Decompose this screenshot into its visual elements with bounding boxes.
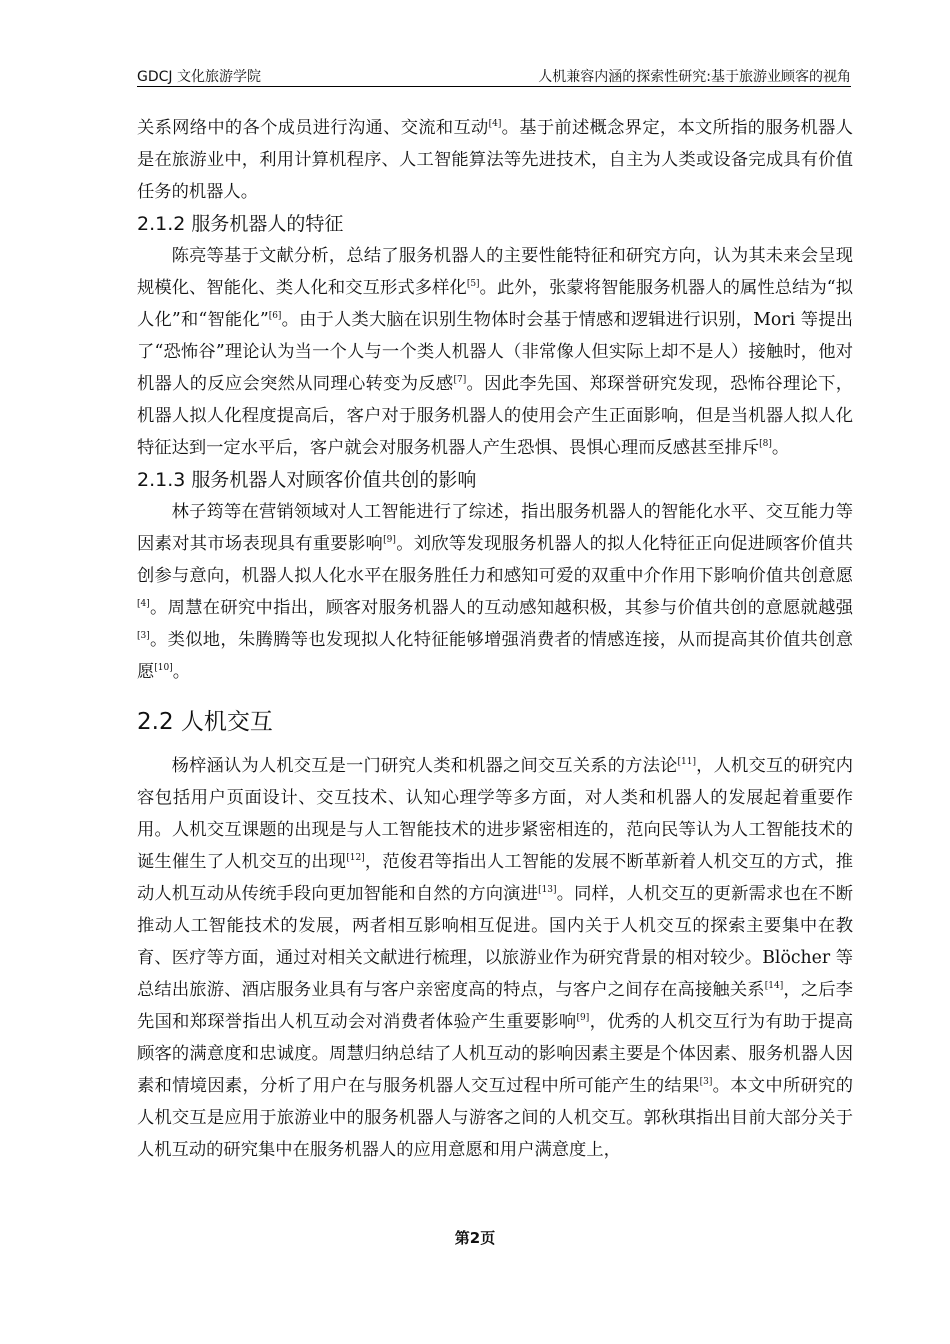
text-run: 关系网络中的各个成员进行沟通、交流和互动 — [137, 118, 489, 138]
heading-2-2: 2.2 人机交互 — [137, 709, 273, 735]
text-run: 。此外，张蒙将智能服务机器人的属性总结为“拟人化”和“智能化” — [137, 278, 853, 330]
text-run: 。本文中所研究的人机交互是应用于旅游业中的服务机器人与游客之间的人机交互。郭秋琪指出目前大部分关于人机互动的研究集中在服务机器人的应用意愿和用户满意度上， — [137, 1076, 853, 1160]
citation: [11] — [677, 757, 696, 768]
heading-2-1-2: 2.1.2 服务机器人的特征 — [137, 213, 344, 235]
text-run: 。类似地，朱腾腾等也发现拟人化特征能够增强消费者的情感连接，从而提高其价值共创意愿 — [137, 630, 853, 682]
text-run: 。 — [172, 662, 191, 682]
text-run: 。基于前述概念界定，本文所指的服务机器人是在旅游业中，利用计算机程序、人工智能算法等先进技术，自主为人类或设备完成具有价值任务的机器人。 — [137, 118, 853, 202]
page-content — [137, 112, 853, 1166]
header-rule — [137, 86, 851, 87]
text-run: 。同样，人机交互的更新需求也在不断推动人工智能技术的发展，两者相互影响相互促进。国内关于人机交互的探索主要集中在教育、医疗等方面，通过对相关文献进行梳理，以旅游业作为研究背景的相对较少。Blöcher 等总结出旅游、酒店服务业具有与客户亲密度高的特点，与客户之间存在高接触关系 — [137, 884, 853, 1000]
citation: [9] — [383, 535, 396, 546]
page-header — [137, 66, 851, 86]
paragraph-value-cocreation — [137, 496, 853, 688]
citation: [4] — [137, 599, 150, 610]
heading-2-1-3: 2.1.3 服务机器人对顾客价值共创的影响 — [137, 469, 477, 491]
citation: [13] — [538, 885, 557, 896]
citation: [7] — [453, 375, 467, 386]
citation: [12] — [346, 853, 365, 864]
citation: [3] — [137, 631, 150, 642]
paragraph-hci — [137, 750, 853, 1166]
paragraph-features — [137, 240, 853, 464]
text-run: ，之后李先国和郑琛誉指出人机互动会对消费者体验产生重要影响 — [137, 980, 853, 1032]
citation: [3] — [699, 1077, 713, 1088]
citation: [14] — [764, 981, 784, 992]
text-run: 。周慧在研究中指出，顾客对服务机器人的互动感知越积极，其参与价值共创的意愿就越强 — [149, 598, 853, 618]
citation: [6] — [268, 311, 282, 322]
header-paper-title: 人机兼容内涵的探索性研究:基于旅游业顾客的视角 — [538, 69, 851, 85]
citation: [9] — [576, 1013, 590, 1024]
text-run: 陈亮等基于文献分析，总结了服务机器人的主要性能特征和研究方向，认为其未来会呈现规模化、智能化、类人化和交互形式多样化 — [137, 246, 853, 298]
text-run: ，优秀的人机交互行为有助于提高顾客的满意度和忠诚度。周慧归纳总结了人机互动的影响因素主要是个体因素、服务机器人因素和情境因素，分析了用户在与服务机器人交互过程中所可能产生的结果 — [137, 1012, 853, 1096]
text-run: 。刘欣等发现服务机器人的拟人化特征正向促进顾客价值共创参与意向，机器人拟人化水平在服务胜任力和感知可爱的双重中介作用下影响价值共创意愿 — [137, 534, 853, 586]
text-run: 。因此李先国、郑琛誉研究发现，恐怖谷理论下，机器人拟人化程度提高后，客户对于服务机器人的使用会产生正面影响，但是当机器人拟人化特征达到一定水平后，客户就会对服务机器人产生恐惧、畏惧心理而反感甚至排斥 — [137, 374, 853, 458]
text-run: 。由于人类大脑在识别生物体时会基于情感和逻辑进行识别，Mori 等提出了“恐怖谷”理论认为当一个人与一个类人机器人（非常像人但实际上却不是人）接触时，他对机器人的反应会突然从同理心转变为反感 — [137, 310, 853, 394]
text-run: 。 — [771, 438, 790, 458]
text-run: ，人机交互的研究内容包括用户页面设计、交互技术、认知心理学等多方面，对人类和机器人的发展起着重要作用。人机交互课题的出现是与人工智能技术的进步紧密相连的，范向民等认为人工智能技术的诞生催生了人机交互的出现 — [137, 756, 853, 872]
paragraph-definition — [137, 112, 853, 208]
citation: [8] — [759, 439, 772, 450]
page-number: 第2页 — [454, 1229, 496, 1247]
citation: [4] — [488, 119, 502, 130]
citation: [10] — [154, 663, 173, 674]
text-run: 林子筠等在营销领域对人工智能进行了综述，指出服务机器人的智能化水平、交互能力等因素对其市场表现具有重要影响 — [137, 502, 853, 554]
text-run: 杨梓涵认为人机交互是一门研究人类和机器之间交互关系的方法论 — [171, 756, 678, 776]
header-institution: GDCJ 文化旅游学院 — [137, 69, 261, 85]
citation: [5] — [466, 279, 480, 290]
text-run: ，范俊君等指出人工智能的发展不断革新着人机交互的方式，推动人机互动从传统手段向更加智能和自然的方向演进 — [137, 852, 853, 904]
